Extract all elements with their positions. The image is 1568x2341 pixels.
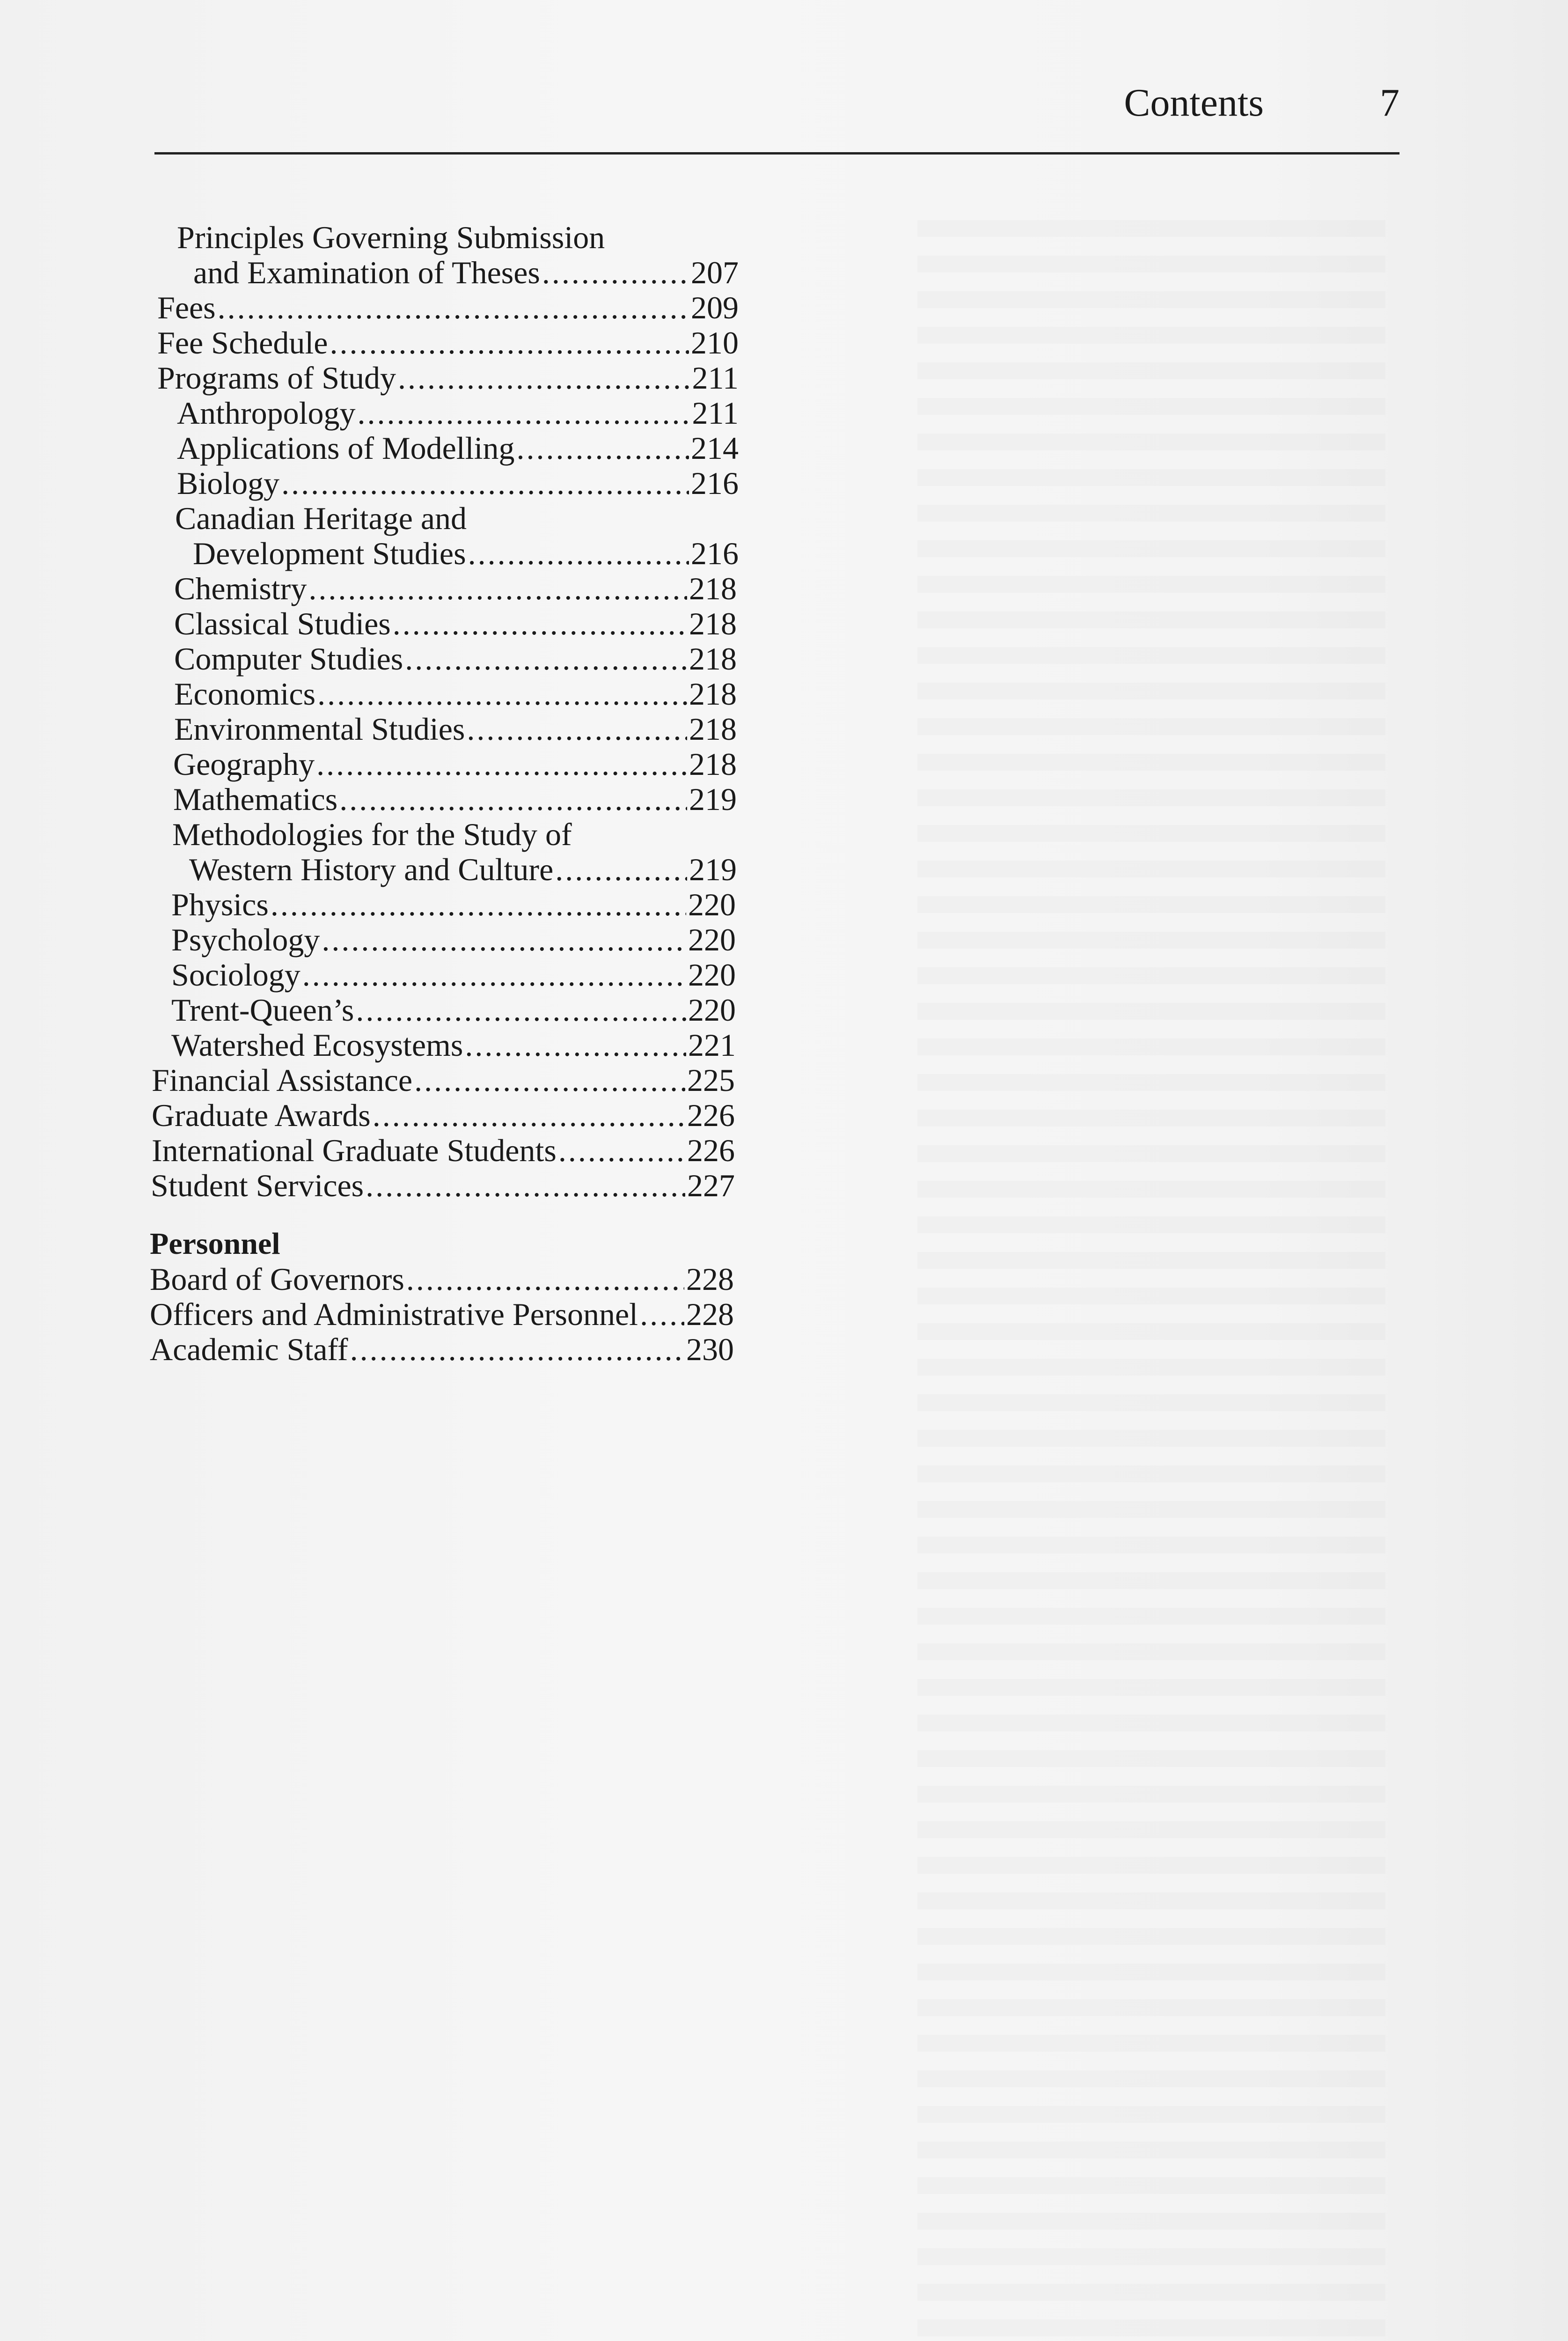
toc-entry-page: 218	[689, 746, 737, 782]
toc-entry	[152, 1063, 735, 1097]
header-page-number: 7	[1380, 81, 1399, 125]
toc-entry	[193, 536, 739, 571]
toc-entry	[173, 782, 737, 817]
dot-leader	[373, 1098, 685, 1133]
toc-entry-page: 226	[687, 1133, 735, 1168]
toc-entry-page: 225	[687, 1062, 735, 1098]
toc-entry-page: 221	[688, 1027, 736, 1063]
toc-entry-label: Trent-Queen’s	[171, 992, 354, 1028]
toc-entry-label: Biology	[177, 465, 280, 501]
toc-entry-page: 209	[691, 290, 739, 325]
toc-entry-page: 226	[687, 1097, 735, 1133]
toc-entry	[177, 431, 739, 465]
toc-entry-page: 214	[691, 430, 739, 466]
toc-entry	[193, 255, 739, 290]
toc-entry-label: Applications of Modelling	[177, 430, 515, 466]
toc-entry	[177, 220, 734, 255]
toc-entry-label: Fees	[157, 290, 216, 325]
dot-leader	[555, 852, 687, 887]
section-heading-personnel: Personnel	[150, 1227, 280, 1261]
toc-entry-label: Chemistry	[174, 571, 307, 606]
dot-leader	[317, 677, 687, 711]
toc-entry-label: Graduate Awards	[152, 1097, 371, 1133]
toc-entry	[157, 325, 739, 360]
toc-entry-label: Anthropology	[177, 395, 356, 431]
toc-entry-page: 220	[688, 887, 736, 922]
toc-entry	[171, 993, 736, 1027]
dot-leader	[271, 887, 686, 922]
toc-entry	[152, 1133, 735, 1168]
toc-entry-label: Canadian Heritage and	[175, 501, 467, 536]
toc-entry	[171, 1028, 736, 1062]
toc-entry-label: Western History and Culture	[189, 852, 554, 887]
toc-entry-label: International Graduate Students	[152, 1133, 557, 1168]
toc-entry	[171, 887, 736, 922]
toc-entry-label: Psychology	[171, 922, 320, 957]
toc-entry-label: Geography	[173, 746, 315, 782]
dot-leader	[414, 1063, 685, 1097]
toc-entry-label: Computer Studies	[174, 641, 403, 677]
dot-leader	[358, 396, 690, 430]
toc-entry-label: Environmental Studies	[174, 711, 465, 747]
toc-entry-label: Methodologies for the Study of	[172, 817, 572, 852]
toc-entry-page: 219	[689, 781, 737, 817]
toc-entry-label: Development Studies	[193, 536, 466, 571]
toc-entry-page: 218	[689, 571, 737, 606]
toc-entry	[174, 712, 737, 746]
toc-entry	[173, 747, 737, 781]
toc-entry	[157, 361, 739, 395]
toc-entry-label: Academic Staff	[150, 1332, 348, 1367]
toc-entry-label: Programs of Study	[157, 360, 396, 396]
toc-entry	[174, 606, 737, 641]
toc-entry-page: 227	[687, 1168, 735, 1203]
toc-entry-page: 228	[686, 1296, 734, 1332]
dot-leader	[393, 606, 687, 641]
toc-entry	[174, 677, 737, 711]
dot-leader	[467, 712, 687, 746]
toc-entry-page: 219	[689, 852, 737, 887]
dot-leader	[366, 1168, 685, 1203]
toc-entry	[177, 466, 739, 501]
toc-entry-page: 220	[688, 922, 736, 957]
dot-leader	[356, 993, 686, 1027]
toc-entry	[171, 957, 736, 992]
dot-leader	[405, 641, 687, 676]
dot-leader	[330, 325, 689, 360]
toc-entry-label: Financial Assistance	[152, 1062, 413, 1098]
toc-entry-label: Fee Schedule	[157, 325, 328, 361]
toc-entry-page: 211	[692, 395, 739, 431]
toc-entry	[171, 922, 736, 957]
toc-entry-page: 230	[686, 1332, 734, 1367]
toc-entry	[175, 501, 737, 536]
dot-leader	[218, 290, 689, 325]
toc-entry-label: Physics	[171, 887, 269, 922]
toc-entry-page: 218	[689, 641, 737, 677]
toc-entry-page: 218	[689, 676, 737, 712]
toc-entry	[174, 641, 737, 676]
toc-entry	[157, 290, 739, 325]
toc-entry-label: Sociology	[171, 957, 300, 993]
toc-entry-label: Mathematics	[173, 781, 338, 817]
toc-entry-label: Board of Governors	[150, 1261, 404, 1297]
bleed-through-texture	[917, 220, 1385, 2341]
toc-entry	[151, 1168, 735, 1203]
dot-leader	[516, 431, 689, 465]
toc-entry-label: Classical Studies	[174, 606, 391, 641]
toc-entry-page: 211	[692, 360, 739, 396]
toc-entry	[174, 571, 737, 606]
dot-leader	[542, 255, 689, 290]
toc-entry-page: 220	[688, 957, 736, 993]
toc-entry	[172, 817, 734, 852]
dot-leader	[640, 1297, 684, 1332]
toc-entry-label: Officers and Administrative Personnel	[150, 1296, 638, 1332]
dot-leader	[308, 571, 687, 606]
dot-leader	[406, 1262, 684, 1296]
toc-entry	[177, 396, 739, 430]
dot-leader	[302, 957, 686, 992]
toc-entry-label: and Examination of Theses	[193, 255, 540, 290]
toc-entry-page: 210	[691, 325, 739, 361]
dot-leader	[350, 1332, 684, 1367]
toc-entry-page: 216	[691, 536, 739, 571]
toc-entry-page: 228	[686, 1261, 734, 1297]
toc-entry-page: 216	[691, 465, 739, 501]
dot-leader	[465, 1028, 686, 1062]
toc-entry-page: 218	[689, 711, 737, 747]
toc-entry	[152, 1098, 735, 1133]
header-rule	[154, 152, 1399, 155]
dot-leader	[558, 1133, 685, 1168]
toc-entry-label: Student Services	[151, 1168, 364, 1203]
dot-leader	[398, 361, 690, 395]
toc-entry-label: Watershed Ecosystems	[171, 1027, 463, 1063]
toc-entry	[150, 1297, 734, 1332]
toc-entry	[189, 852, 737, 887]
dot-leader	[281, 466, 689, 501]
toc-entry-page: 207	[691, 255, 739, 290]
running-header	[154, 70, 1399, 150]
dot-leader	[322, 922, 686, 957]
dot-leader	[468, 536, 689, 571]
toc-entry	[150, 1332, 734, 1367]
dot-leader	[339, 782, 687, 817]
toc-entry	[150, 1262, 734, 1296]
toc-entry-label: Principles Governing Submission	[177, 220, 605, 255]
toc-entry-label: Economics	[174, 676, 316, 712]
toc-entry-page: 220	[688, 992, 736, 1028]
header-section-title: Contents	[1124, 81, 1264, 125]
dot-leader	[316, 747, 687, 781]
toc-entry-page: 218	[689, 606, 737, 641]
